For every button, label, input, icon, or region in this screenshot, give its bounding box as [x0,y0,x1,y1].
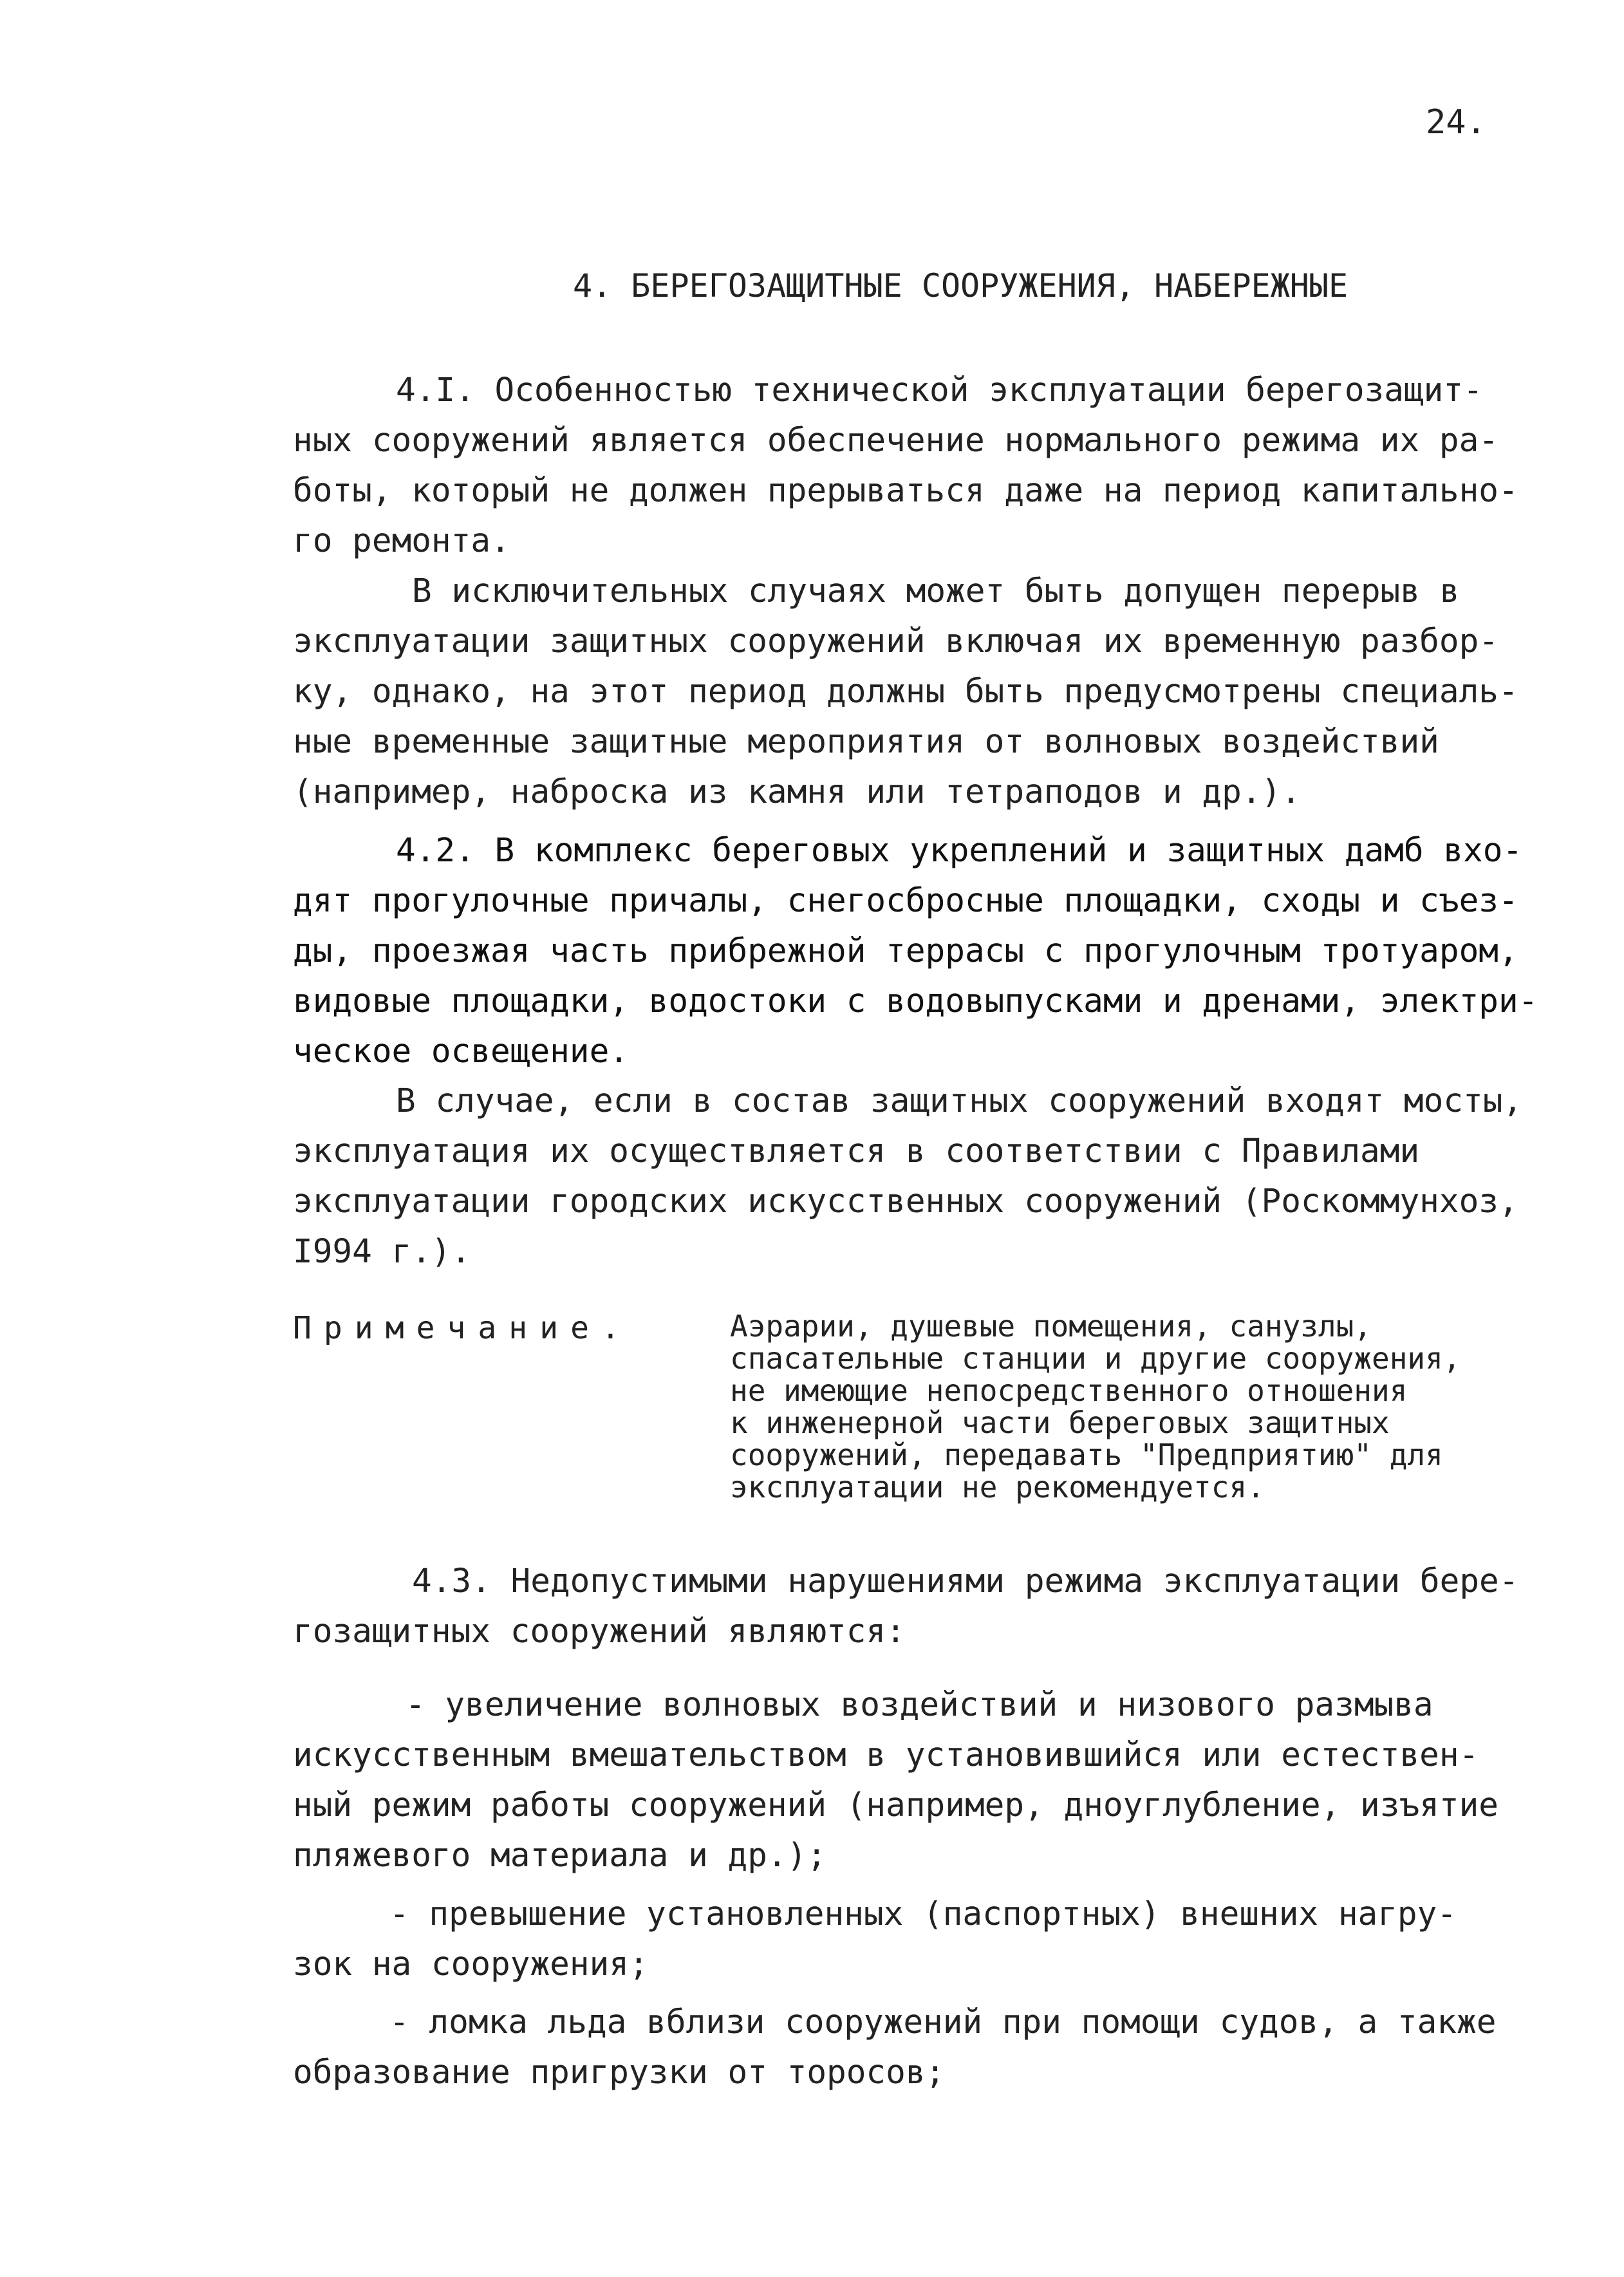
note-text [730,1310,1461,1503]
text-line: го ремонта. [293,522,510,560]
text-line: - превышение установленных (паспортных) внешних нагру- [389,1895,1457,1933]
text-line: 4.I. Особенностью технической эксплуатации берегозащит- [396,371,1483,409]
text-line: эксплуатации городских искусственных сооружений (Роскоммунхоз, [293,1183,1518,1221]
text-line: - увеличение волновых воздействий и низового размыва [406,1686,1433,1724]
paragraph-4-3 [293,1557,1554,1657]
text-line: эксплуатации защитных сооружений включая их временную разбор- [293,623,1498,661]
text-line: 4.3. Недопустимыми нарушениями режима эксплуатации бере- [412,1562,1519,1600]
paragraph-4-2 [293,826,1554,1077]
note-line: спасательные станции и другие сооружения, [730,1341,1461,1376]
note-line: Аэрарии, душевые помещения, санузлы, [730,1309,1372,1344]
note-line: эксплуатации не рекомендуется. [730,1470,1265,1504]
text-line: В случае, если в состав защитных сооружений входят мосты, [396,1082,1523,1120]
text-line: пляжевого материала и др.); [293,1837,827,1875]
text-line: зок на сооружения; [293,1945,649,1983]
text-line: 4.2. В комплекс береговых укреплений и защитных дамб вхо- [396,832,1523,870]
text-line: (например, наброска из камня или тетраподов и др.). [293,773,1301,811]
paragraph-bridges [293,1076,1554,1277]
section-heading: 4. БЕРЕГОЗАЩИТНЫЕ СООРУЖЕНИЯ, НАБЕРЕЖНЫЕ [573,267,1349,305]
text-line: дят прогулочные причалы, снегосбросные площадки, сходы и съез- [293,882,1518,920]
text-line: эксплуатация их осуществляется в соответствии с Правилами [293,1132,1420,1170]
text-line: ный режим работы сооружений (например, дноуглубление, изъятие [293,1786,1498,1824]
paragraph-4-1 [293,366,1554,567]
list-item-wave-impact [293,1680,1554,1881]
text-line: искусственным вмешательством в установившийся или естествен- [293,1736,1479,1774]
text-line: образование пригрузки от торосов; [293,2054,946,2092]
text-line: ческое освещение. [293,1033,629,1071]
text-line: ку, однако, на этот период должны быть предусмотрены специаль- [293,673,1518,711]
text-line: ных сооружений является обеспечение нормального режима их ра- [293,422,1498,460]
text-line: - ломка льда вблизи сооружений при помощи судов, а также [389,2003,1497,2041]
note-label: Примечание. [293,1310,632,1346]
page-number: 24. [1426,103,1486,142]
text-line: гозащитных сооружений являются: [293,1613,906,1651]
note-line: сооружений, передавать "Предприятию" для [730,1438,1443,1472]
note-line: не имеющие непосредственного отношения [730,1373,1408,1408]
paragraph-exception [293,567,1554,818]
list-item-load-excess [293,1889,1554,1990]
text-line: видовые площадки, водостоки с водовыпусками и дренами, электри- [293,982,1538,1020]
text-line: I994 г.). [293,1233,471,1271]
text-line: В исключительных случаях может быть допущен перерыв в [412,572,1460,610]
text-line: ные временные защитные мероприятия от волновых воздействий [293,723,1439,761]
note-line: к инженерной части береговых защитных [730,1405,1390,1440]
text-line: боты, который не должен прерываться даже на период капитально- [293,472,1518,510]
list-item-ice-breaking [293,1998,1554,2098]
text-line: ды, проезжая часть прибрежной террасы с прогулочным тротуаром, [293,932,1518,970]
